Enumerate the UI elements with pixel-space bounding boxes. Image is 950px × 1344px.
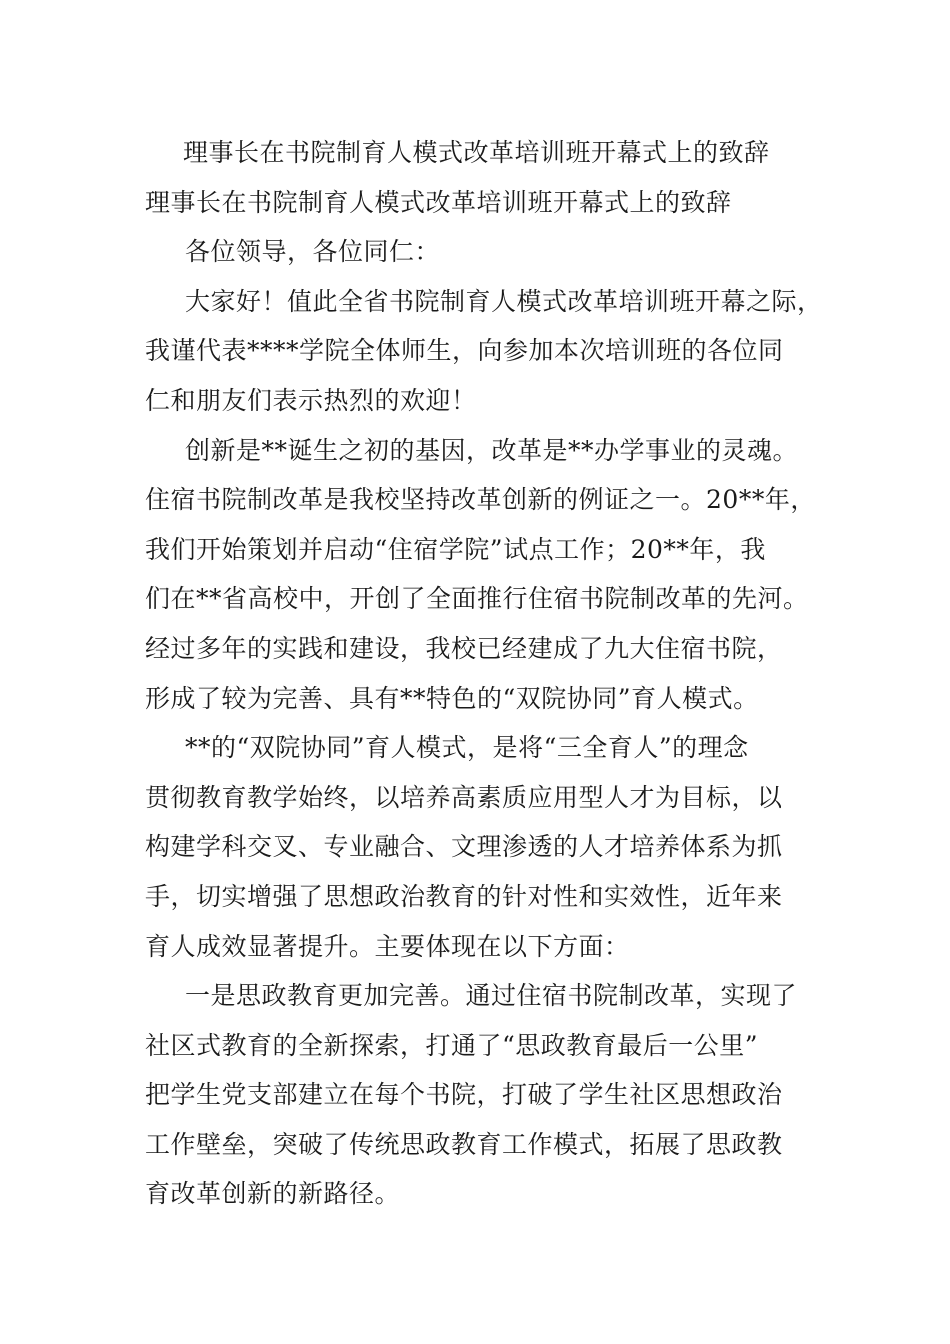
paragraph-model xyxy=(145,723,825,971)
paragraph-innovation xyxy=(145,426,825,724)
paragraph-line: 工作壁垒，突破了传统思政教育工作模式，拓展了思政教 xyxy=(145,1129,783,1159)
paragraph-line: 住宿书院制改革是我校坚持改革创新的例证之一。20**年， xyxy=(145,485,816,515)
paragraph-line: 大家好！值此全省书院制育人模式改革培训班开幕之际， xyxy=(185,286,823,316)
paragraph-line: 创新是**诞生之初的基因，改革是**办学事业的灵魂。 xyxy=(185,435,799,465)
paragraph-line: 仁和朋友们表示热烈的欢迎！ xyxy=(145,385,477,415)
paragraph-line: 形成了较为完善、具有**特色的“双院协同”育人模式。 xyxy=(145,683,759,713)
paragraph-line: 把学生党支部建立在每个书院，打破了学生社区思想政治 xyxy=(145,1080,783,1110)
paragraph-line: 育人成效显著提升。主要体现在以下方面： xyxy=(145,931,630,961)
document-body xyxy=(145,128,825,1219)
paragraph-line: 我谨代表****学院全体师生，向参加本次培训班的各位同 xyxy=(145,336,784,366)
paragraph-line: **的“双院协同”育人模式，是将“三全育人”的理念 xyxy=(185,733,749,763)
paragraph-line: 经过多年的实践和建设，我校已经建成了九大住宿书院， xyxy=(145,633,783,663)
paragraph-line: 育改革创新的新路径。 xyxy=(145,1179,401,1209)
paragraph-line: 贯彻教育教学始终，以培养高素质应用型人才为目标，以 xyxy=(145,782,783,812)
document-subtitle: 理事长在书院制育人模式改革培训班开幕式上的致辞 xyxy=(145,187,732,217)
paragraph-line: 我们开始策划并启动“住宿学院”试点工作；20**年，我 xyxy=(145,534,766,564)
paragraph-line: 一是思政教育更加完善。通过住宿书院制改革，实现了 xyxy=(185,981,798,1011)
paragraph-line: 们在**省高校中，开创了全面推行住宿书院制改革的先河。 xyxy=(145,584,809,614)
paragraph-line: 手，切实增强了思想政治教育的针对性和实效性，近年来 xyxy=(145,881,783,911)
paragraph-welcome xyxy=(145,277,825,426)
paragraph-ideology xyxy=(145,971,825,1219)
salutation: 各位领导，各位同仁： xyxy=(185,237,441,267)
paragraph-line: 社区式教育的全新探索，打通了“思政教育最后一公里” xyxy=(145,1030,759,1060)
document-title: 理事长在书院制育人模式改革培训班开幕式上的致辞 xyxy=(183,138,770,167)
paragraph-line: 构建学科交叉、专业融合、文理渗透的人才培养体系为抓 xyxy=(145,832,783,862)
